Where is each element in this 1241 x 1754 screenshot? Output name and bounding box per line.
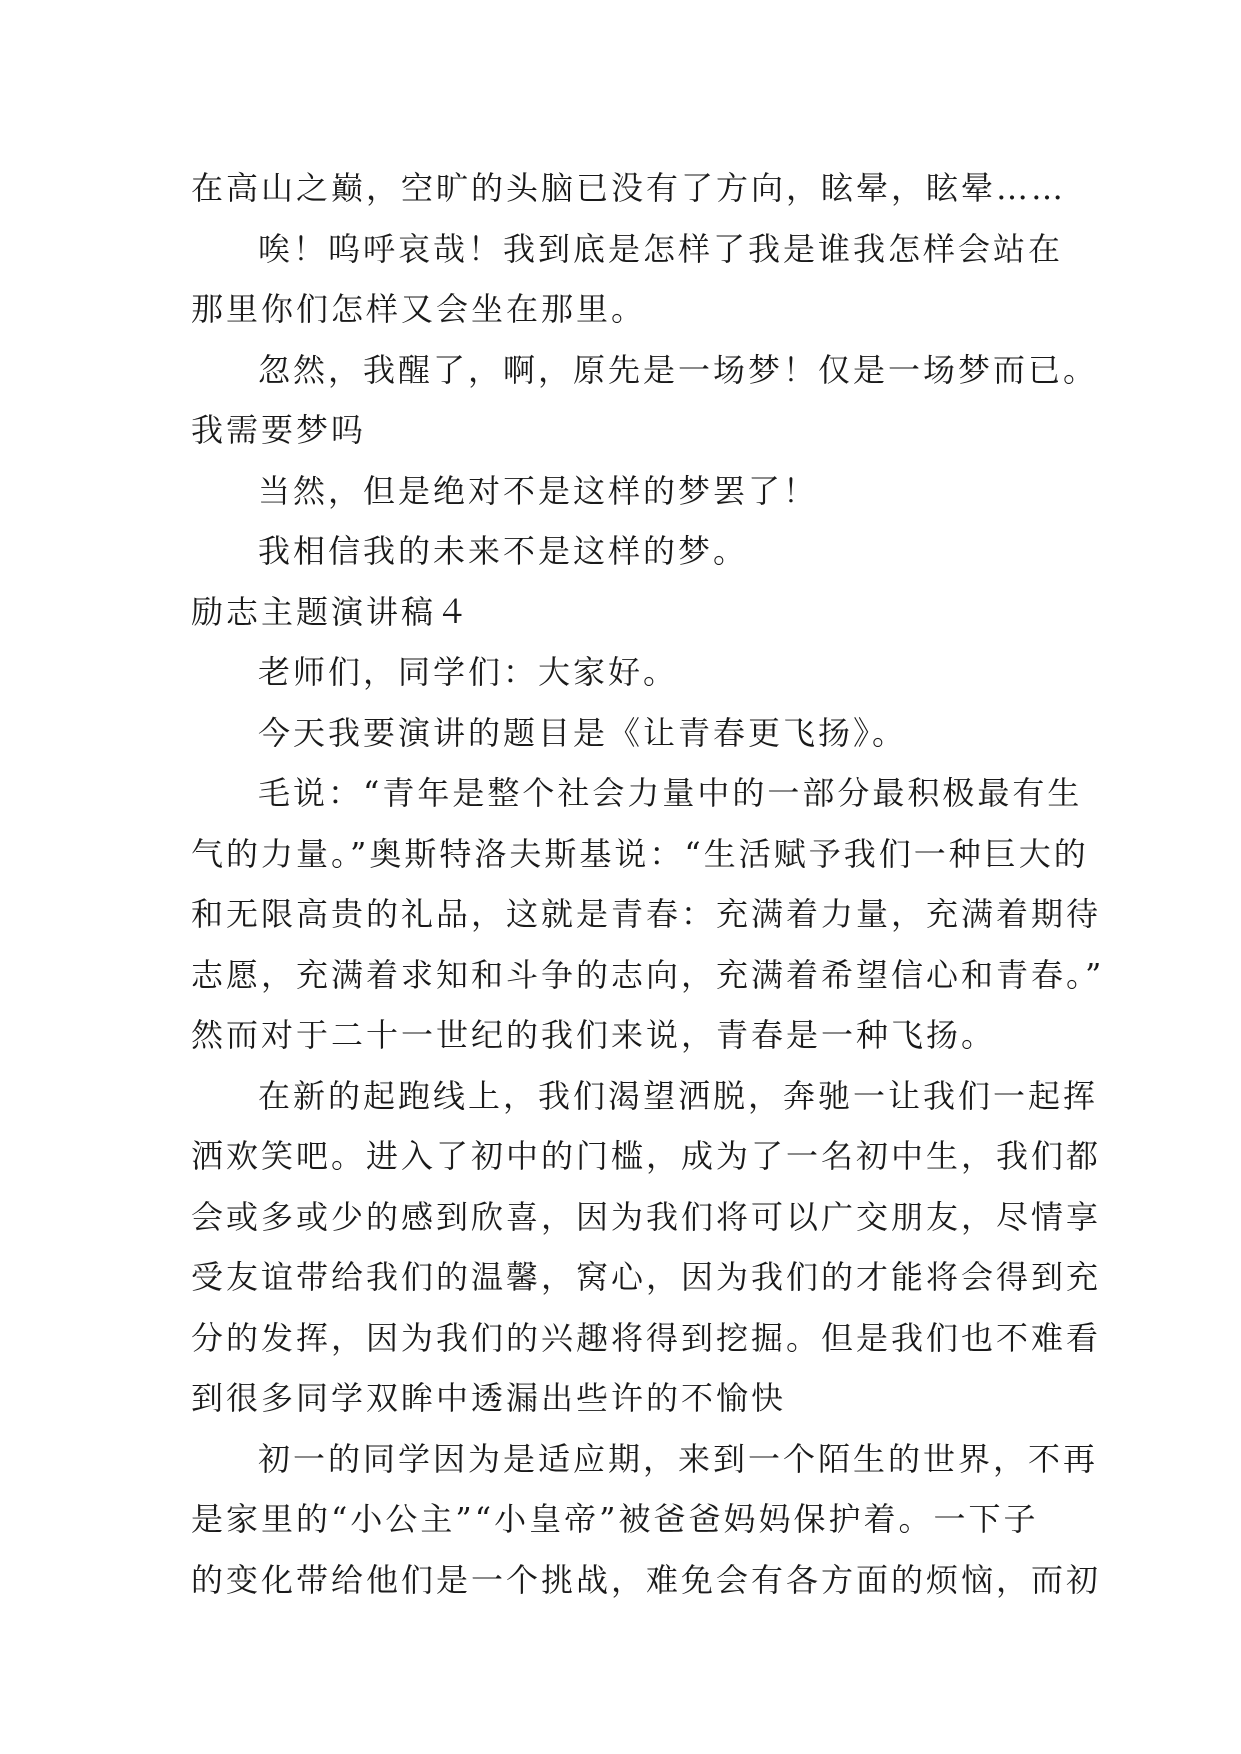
text-line: 在新的起跑线上，我们渴望洒脱，奔驰一让我们一起挥 xyxy=(258,1076,1099,1115)
text-line: 我需要梦吗 xyxy=(191,411,367,449)
text-line: 的变化带给他们是一个挑战，难免会有各方面的烦恼，而初 xyxy=(191,1560,1102,1599)
text-line: 气的力量。”奥斯特洛夫斯基说：“生活赋予我们一种巨大的 xyxy=(191,834,1089,873)
text-line: 受友谊带给我们的温馨，窝心，因为我们的才能将会得到充 xyxy=(191,1258,1102,1296)
text-line: 和无限高贵的礼品，这就是青春：充满着力量，充满着期待 xyxy=(191,895,1102,933)
text-line: 唉！呜呼哀哉！我到底是怎样了我是谁我怎样会站在 xyxy=(258,229,1064,268)
text-line: 当然，但是绝对不是这样的梦罢了！ xyxy=(258,471,819,510)
text-line: 是家里的“小公主”“小皇帝”被爸爸妈妈保护着。一下子 xyxy=(191,1500,1039,1538)
text-line: 忽然，我醒了，啊，原先是一场梦！仅是一场梦而已。 xyxy=(258,350,1099,389)
text-line: 初一的同学因为是适应期，来到一个陌生的世界，不再 xyxy=(258,1439,1099,1478)
section-heading: 励志主题演讲稿４ xyxy=(191,592,472,631)
document-body xyxy=(191,158,1105,1610)
text-line: 毛说：“青年是整个社会力量中的一部分最积极最有生 xyxy=(258,774,1083,812)
text-line: 洒欢笑吧。进入了初中的门槛，成为了一名初中生，我们都 xyxy=(191,1137,1102,1175)
text-line: 那里你们怎样又会坐在那里。 xyxy=(191,290,647,328)
text-line: 分的发挥，因为我们的兴趣将得到挖掘。但是我们也不难看 xyxy=(191,1318,1102,1357)
text-line: 到很多同学双眸中透漏出些许的不愉快 xyxy=(191,1379,787,1417)
text-line: 老师们，同学们：大家好。 xyxy=(258,653,679,691)
text-line: 我相信我的未来不是这样的梦。 xyxy=(258,532,749,570)
text-line: 今天我要演讲的题目是《让青春更飞扬》。 xyxy=(258,713,908,752)
text-line: 会或多或少的感到欣喜，因为我们将可以广交朋友，尽情享 xyxy=(191,1197,1102,1236)
text-line: 在高山之巅，空旷的头脑已没有了方向，眩晕，眩晕…… xyxy=(191,169,1067,207)
text-line: 志愿，充满着求知和斗争的志向，充满着希望信心和青春。” xyxy=(191,955,1105,994)
text-line: 然而对于二十一世纪的我们来说，青春是一种飞扬。 xyxy=(191,1016,997,1054)
